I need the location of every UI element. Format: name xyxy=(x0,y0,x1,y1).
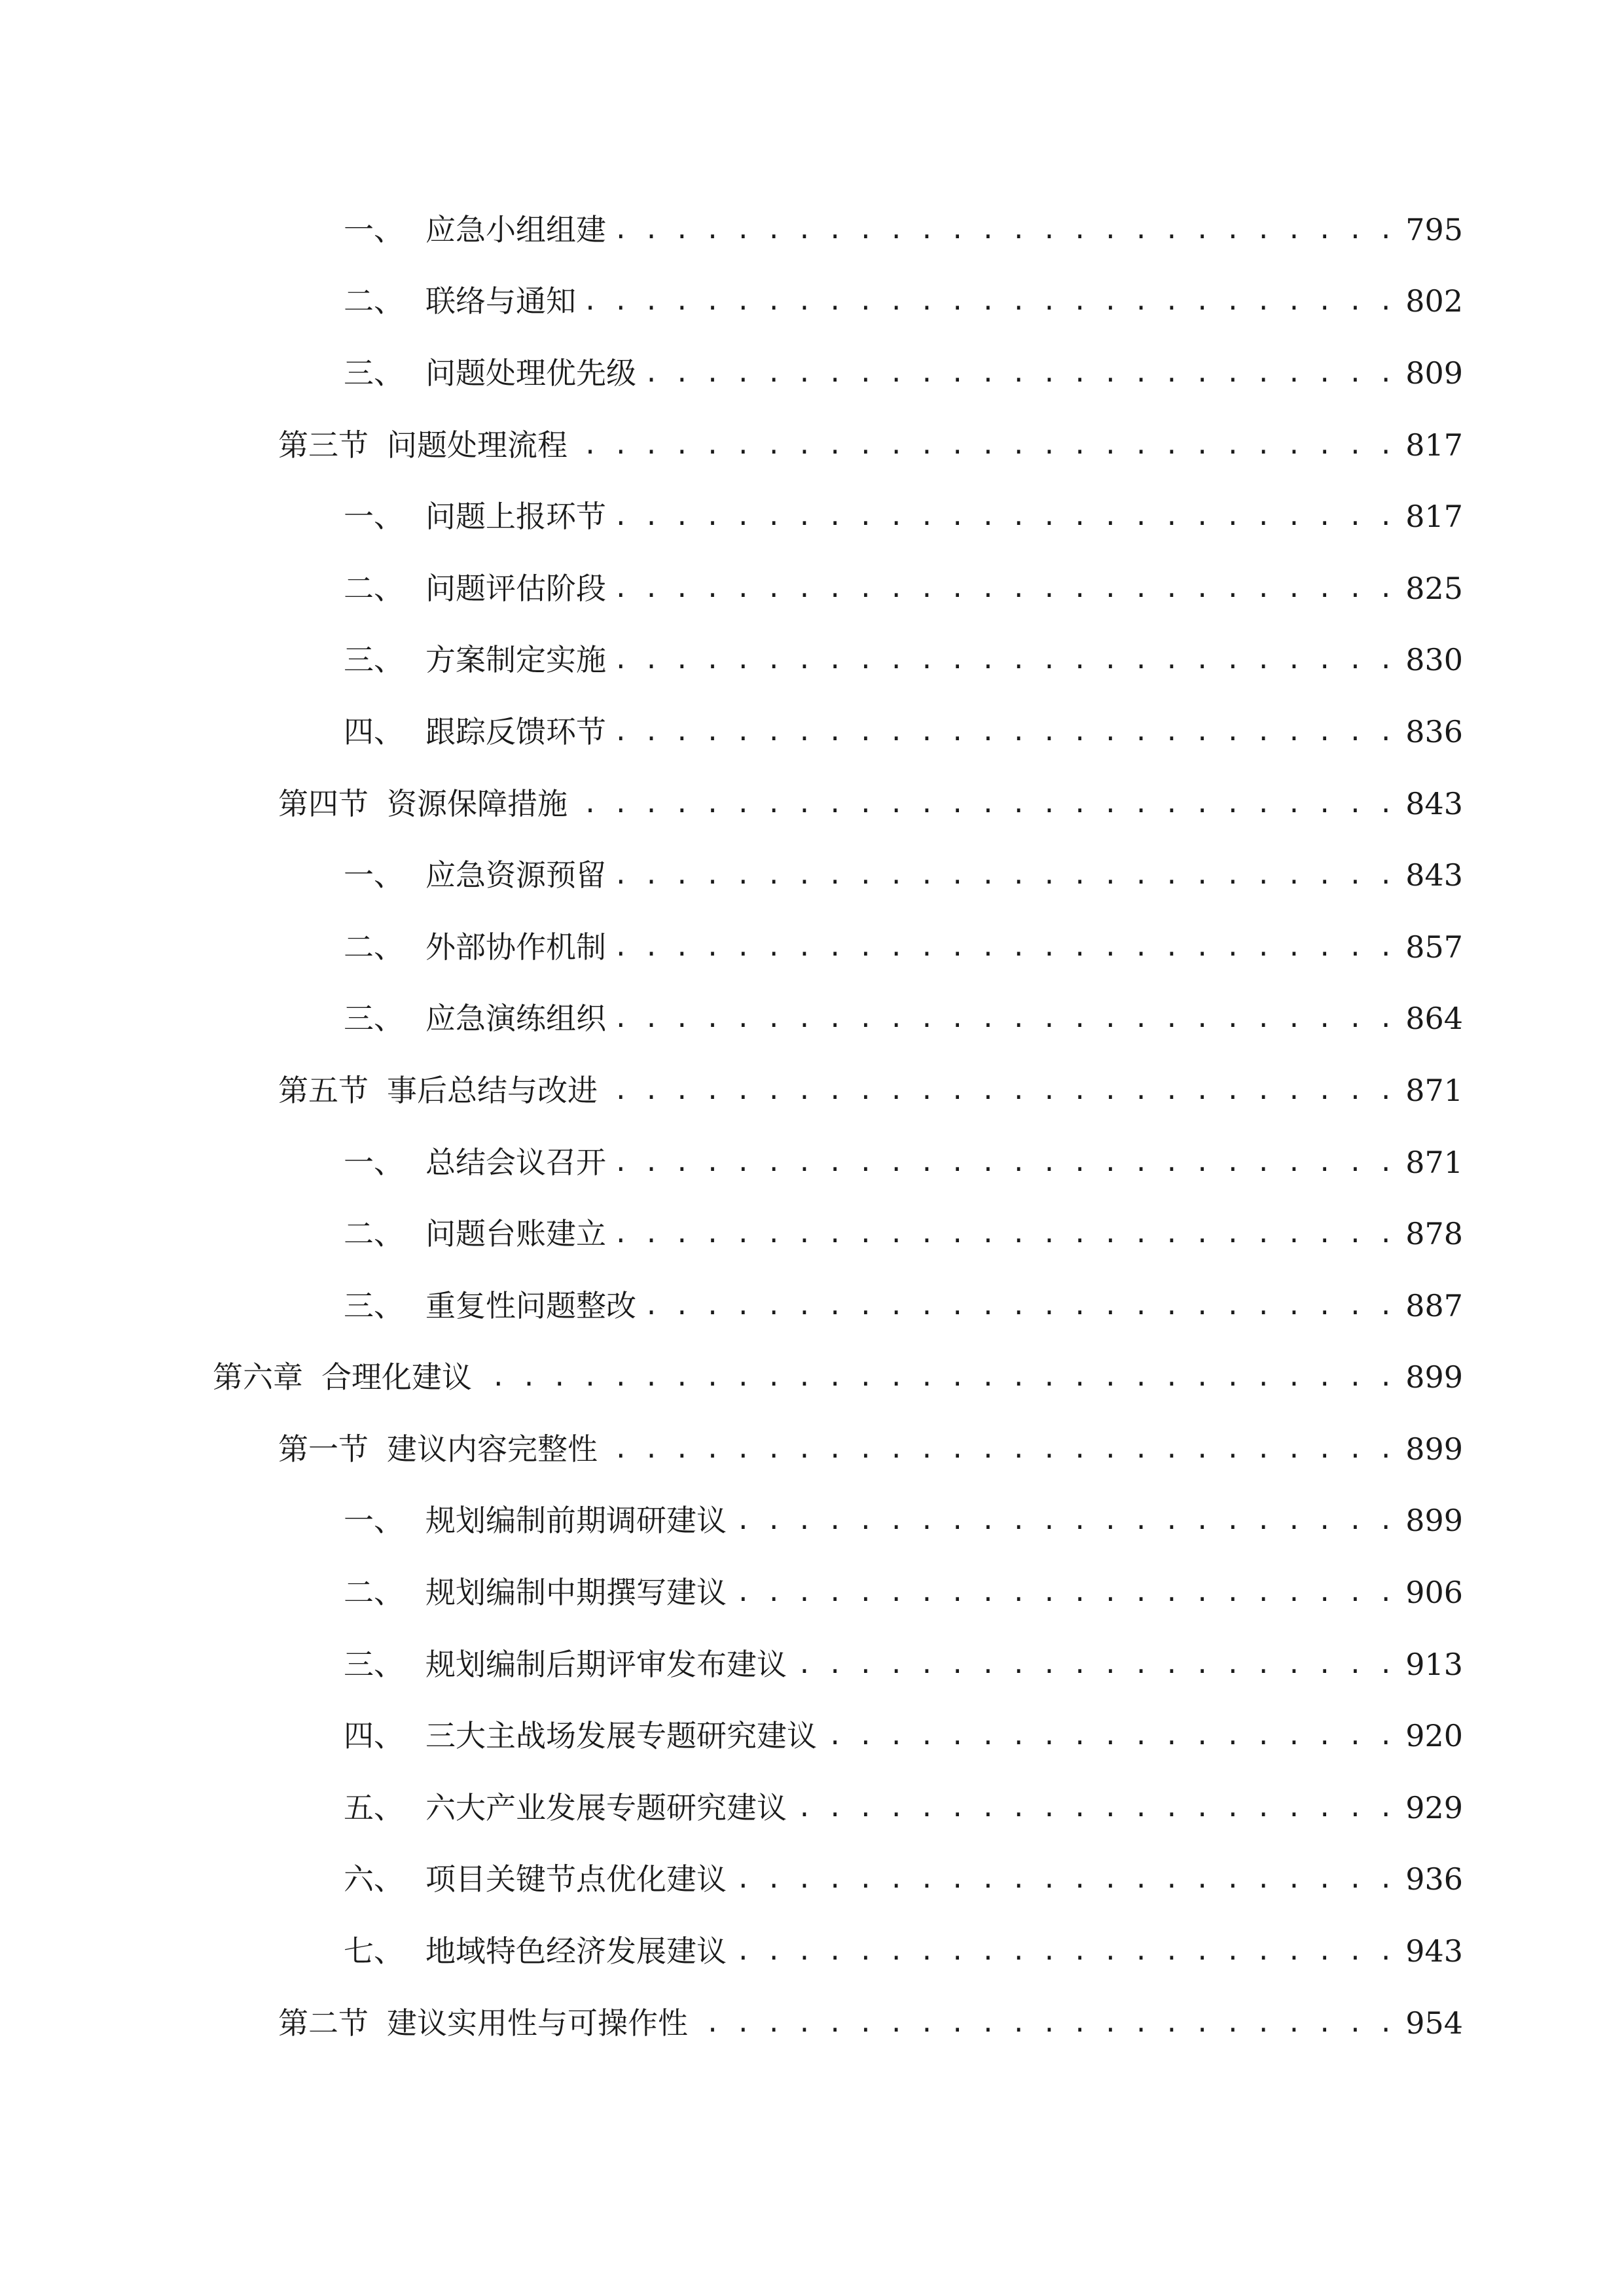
toc-entry-number: 一、 xyxy=(344,211,404,247)
toc-entry-title: 方案制定实施 xyxy=(425,642,606,678)
toc-dot-leader xyxy=(736,1859,1394,1899)
toc-entry-number: 第六章 xyxy=(213,1359,303,1395)
toc-entry[interactable] xyxy=(0,1556,1624,1628)
toc-entry[interactable] xyxy=(0,1485,1624,1557)
toc-entry-page: 864 xyxy=(1405,1001,1463,1037)
toc-entry-number: 二、 xyxy=(344,929,404,965)
toc-entry-page: 871 xyxy=(1405,1144,1463,1180)
toc-entry-title: 重复性问题整改 xyxy=(425,1287,636,1323)
toc-entry-number: 一、 xyxy=(344,857,404,893)
toc-entry-page: 899 xyxy=(1405,1359,1463,1395)
toc-dot-leader xyxy=(615,712,1394,751)
toc-entry-page: 899 xyxy=(1405,1503,1463,1539)
toc-entry[interactable] xyxy=(0,911,1624,983)
toc-entry-number: 第二节 xyxy=(278,2005,369,2041)
toc-entry[interactable] xyxy=(0,480,1624,552)
toc-dot-leader xyxy=(736,1573,1394,1612)
toc-section-entry[interactable] xyxy=(0,1987,1624,2059)
toc-entry-title: 规划编制前期调研建议 xyxy=(425,1503,727,1539)
toc-entry-page: 899 xyxy=(1405,1431,1463,1467)
toc-entry-number: 一、 xyxy=(344,1144,404,1180)
toc-section-entry[interactable] xyxy=(0,768,1624,840)
toc-dot-leader xyxy=(585,281,1394,321)
toc-entry-title: 总结会议召开 xyxy=(425,1144,606,1180)
toc-entry[interactable] xyxy=(0,552,1624,624)
toc-entry-title: 问题评估阶段 xyxy=(425,570,606,606)
toc-entry[interactable] xyxy=(0,194,1624,266)
toc-entry-page: 836 xyxy=(1405,713,1463,749)
toc-entry-page: 920 xyxy=(1405,1718,1463,1754)
toc-entry-number: 四、 xyxy=(344,713,404,749)
toc-entry[interactable] xyxy=(0,266,1624,338)
toc-entry-number: 三、 xyxy=(344,1001,404,1037)
toc-dot-leader xyxy=(736,1931,1394,1971)
toc-dot-leader xyxy=(577,784,1394,823)
toc-entry-title: 外部协作机制 xyxy=(425,929,606,965)
table-of-contents xyxy=(0,194,1624,2058)
toc-entry-number: 第五节 xyxy=(278,1072,369,1108)
toc-entry-title: 六大产业发展专题研究建议 xyxy=(425,1789,787,1825)
toc-entry-title: 问题处理优先级 xyxy=(425,355,636,391)
toc-entry-number: 二、 xyxy=(344,570,404,606)
toc-entry[interactable] xyxy=(0,1126,1624,1198)
toc-entry-number: 二、 xyxy=(344,1216,404,1252)
toc-dot-leader xyxy=(796,1645,1394,1684)
toc-entry-number: 三、 xyxy=(344,642,404,678)
toc-entry-title: 应急演练组织 xyxy=(425,1001,606,1037)
toc-entry-title: 事后总结与改进 xyxy=(387,1072,598,1108)
toc-entry-number: 四、 xyxy=(344,1718,404,1754)
toc-entry-number: 五、 xyxy=(344,1789,404,1825)
toc-entry-title: 跟踪反馈环节 xyxy=(425,713,606,749)
toc-entry-number: 二、 xyxy=(344,283,404,319)
toc-dot-leader xyxy=(481,1357,1394,1397)
toc-entry[interactable] xyxy=(0,624,1624,696)
toc-entry-page: 830 xyxy=(1405,642,1463,678)
toc-entry[interactable] xyxy=(0,983,1624,1055)
toc-section-entry[interactable] xyxy=(0,409,1624,481)
toc-entry-title: 联络与通知 xyxy=(425,283,576,319)
toc-entry-number: 三、 xyxy=(344,1646,404,1682)
toc-entry-page: 825 xyxy=(1405,570,1463,606)
toc-entry-title: 规划编制中期撰写建议 xyxy=(425,1575,727,1611)
toc-entry-number: 第四节 xyxy=(278,785,369,821)
toc-section-entry[interactable] xyxy=(0,1413,1624,1485)
toc-entry[interactable] xyxy=(0,1198,1624,1270)
toc-entry-page: 809 xyxy=(1405,355,1463,391)
toc-entry-title: 规划编制后期评审发布建议 xyxy=(425,1646,787,1682)
toc-dot-leader xyxy=(645,353,1394,393)
toc-dot-leader xyxy=(615,497,1394,536)
toc-entry-number: 七、 xyxy=(344,1933,404,1969)
toc-entry-page: 817 xyxy=(1405,427,1463,463)
toc-entry-page: 913 xyxy=(1405,1646,1463,1682)
toc-entry-page: 929 xyxy=(1405,1789,1463,1825)
toc-entry-title: 应急小组组建 xyxy=(425,211,606,247)
toc-entry-page: 906 xyxy=(1405,1575,1463,1611)
toc-entry[interactable] xyxy=(0,1844,1624,1916)
toc-entry[interactable] xyxy=(0,1628,1624,1700)
toc-entry-number: 三、 xyxy=(344,1287,404,1323)
toc-entry-page: 857 xyxy=(1405,929,1463,965)
toc-dot-leader xyxy=(615,1214,1394,1253)
toc-dot-leader xyxy=(826,1716,1394,1755)
toc-dot-leader xyxy=(615,640,1394,679)
toc-entry-title: 问题处理流程 xyxy=(387,427,568,463)
toc-entry-number: 一、 xyxy=(344,1503,404,1539)
toc-entry-page: 871 xyxy=(1405,1072,1463,1108)
toc-dot-leader xyxy=(615,927,1394,967)
toc-entry-page: 843 xyxy=(1405,785,1463,821)
toc-entry-page: 843 xyxy=(1405,857,1463,893)
toc-entry[interactable] xyxy=(0,1772,1624,1844)
toc-dot-leader xyxy=(607,1429,1394,1469)
toc-entry-title: 项目关键节点优化建议 xyxy=(425,1861,727,1897)
toc-entry-title: 合理化建议 xyxy=(321,1359,472,1395)
toc-entry-title: 地域特色经济发展建议 xyxy=(425,1933,727,1969)
toc-entry-title: 问题台账建立 xyxy=(425,1216,606,1252)
toc-dot-leader xyxy=(796,1788,1394,1827)
toc-entry-number: 三、 xyxy=(344,355,404,391)
toc-entry[interactable] xyxy=(0,1915,1624,1987)
toc-entry-title: 建议实用性与可操作性 xyxy=(387,2005,688,2041)
toc-entry-title: 建议内容完整性 xyxy=(387,1431,598,1467)
toc-entry-number: 二、 xyxy=(344,1575,404,1611)
toc-entry-number: 第一节 xyxy=(278,1431,369,1467)
toc-entry-page: 878 xyxy=(1405,1216,1463,1252)
toc-dot-leader xyxy=(615,855,1394,895)
toc-dot-leader xyxy=(645,1286,1394,1325)
toc-entry-title: 应急资源预留 xyxy=(425,857,606,893)
toc-dot-leader xyxy=(607,1071,1394,1110)
toc-entry-page: 795 xyxy=(1405,211,1463,247)
toc-dot-leader xyxy=(736,1501,1394,1540)
toc-dot-leader xyxy=(615,1143,1394,1182)
toc-entry-number: 一、 xyxy=(344,499,404,535)
toc-entry-page: 817 xyxy=(1405,499,1463,535)
toc-entry[interactable] xyxy=(0,1700,1624,1772)
toc-entry[interactable] xyxy=(0,1270,1624,1342)
toc-entry-title: 资源保障措施 xyxy=(387,785,568,821)
toc-entry-page: 936 xyxy=(1405,1861,1463,1897)
toc-dot-leader xyxy=(615,999,1394,1038)
toc-dot-leader xyxy=(697,2003,1394,2043)
toc-entry-title: 三大主战场发展专题研究建议 xyxy=(425,1718,817,1754)
toc-chapter-entry[interactable] xyxy=(0,1342,1624,1414)
toc-entry-number: 六、 xyxy=(344,1861,404,1897)
toc-entry-page: 943 xyxy=(1405,1933,1463,1969)
toc-entry-number: 第三节 xyxy=(278,427,369,463)
toc-entry[interactable] xyxy=(0,839,1624,911)
toc-dot-leader xyxy=(615,569,1394,608)
toc-entry[interactable] xyxy=(0,696,1624,768)
toc-entry-page: 802 xyxy=(1405,283,1463,319)
toc-entry-page: 954 xyxy=(1405,2005,1463,2041)
toc-section-entry[interactable] xyxy=(0,1054,1624,1126)
toc-dot-leader xyxy=(615,210,1394,249)
toc-dot-leader xyxy=(577,425,1394,465)
toc-entry-title: 问题上报环节 xyxy=(425,499,606,535)
toc-entry-page: 887 xyxy=(1405,1287,1463,1323)
toc-entry[interactable] xyxy=(0,337,1624,409)
